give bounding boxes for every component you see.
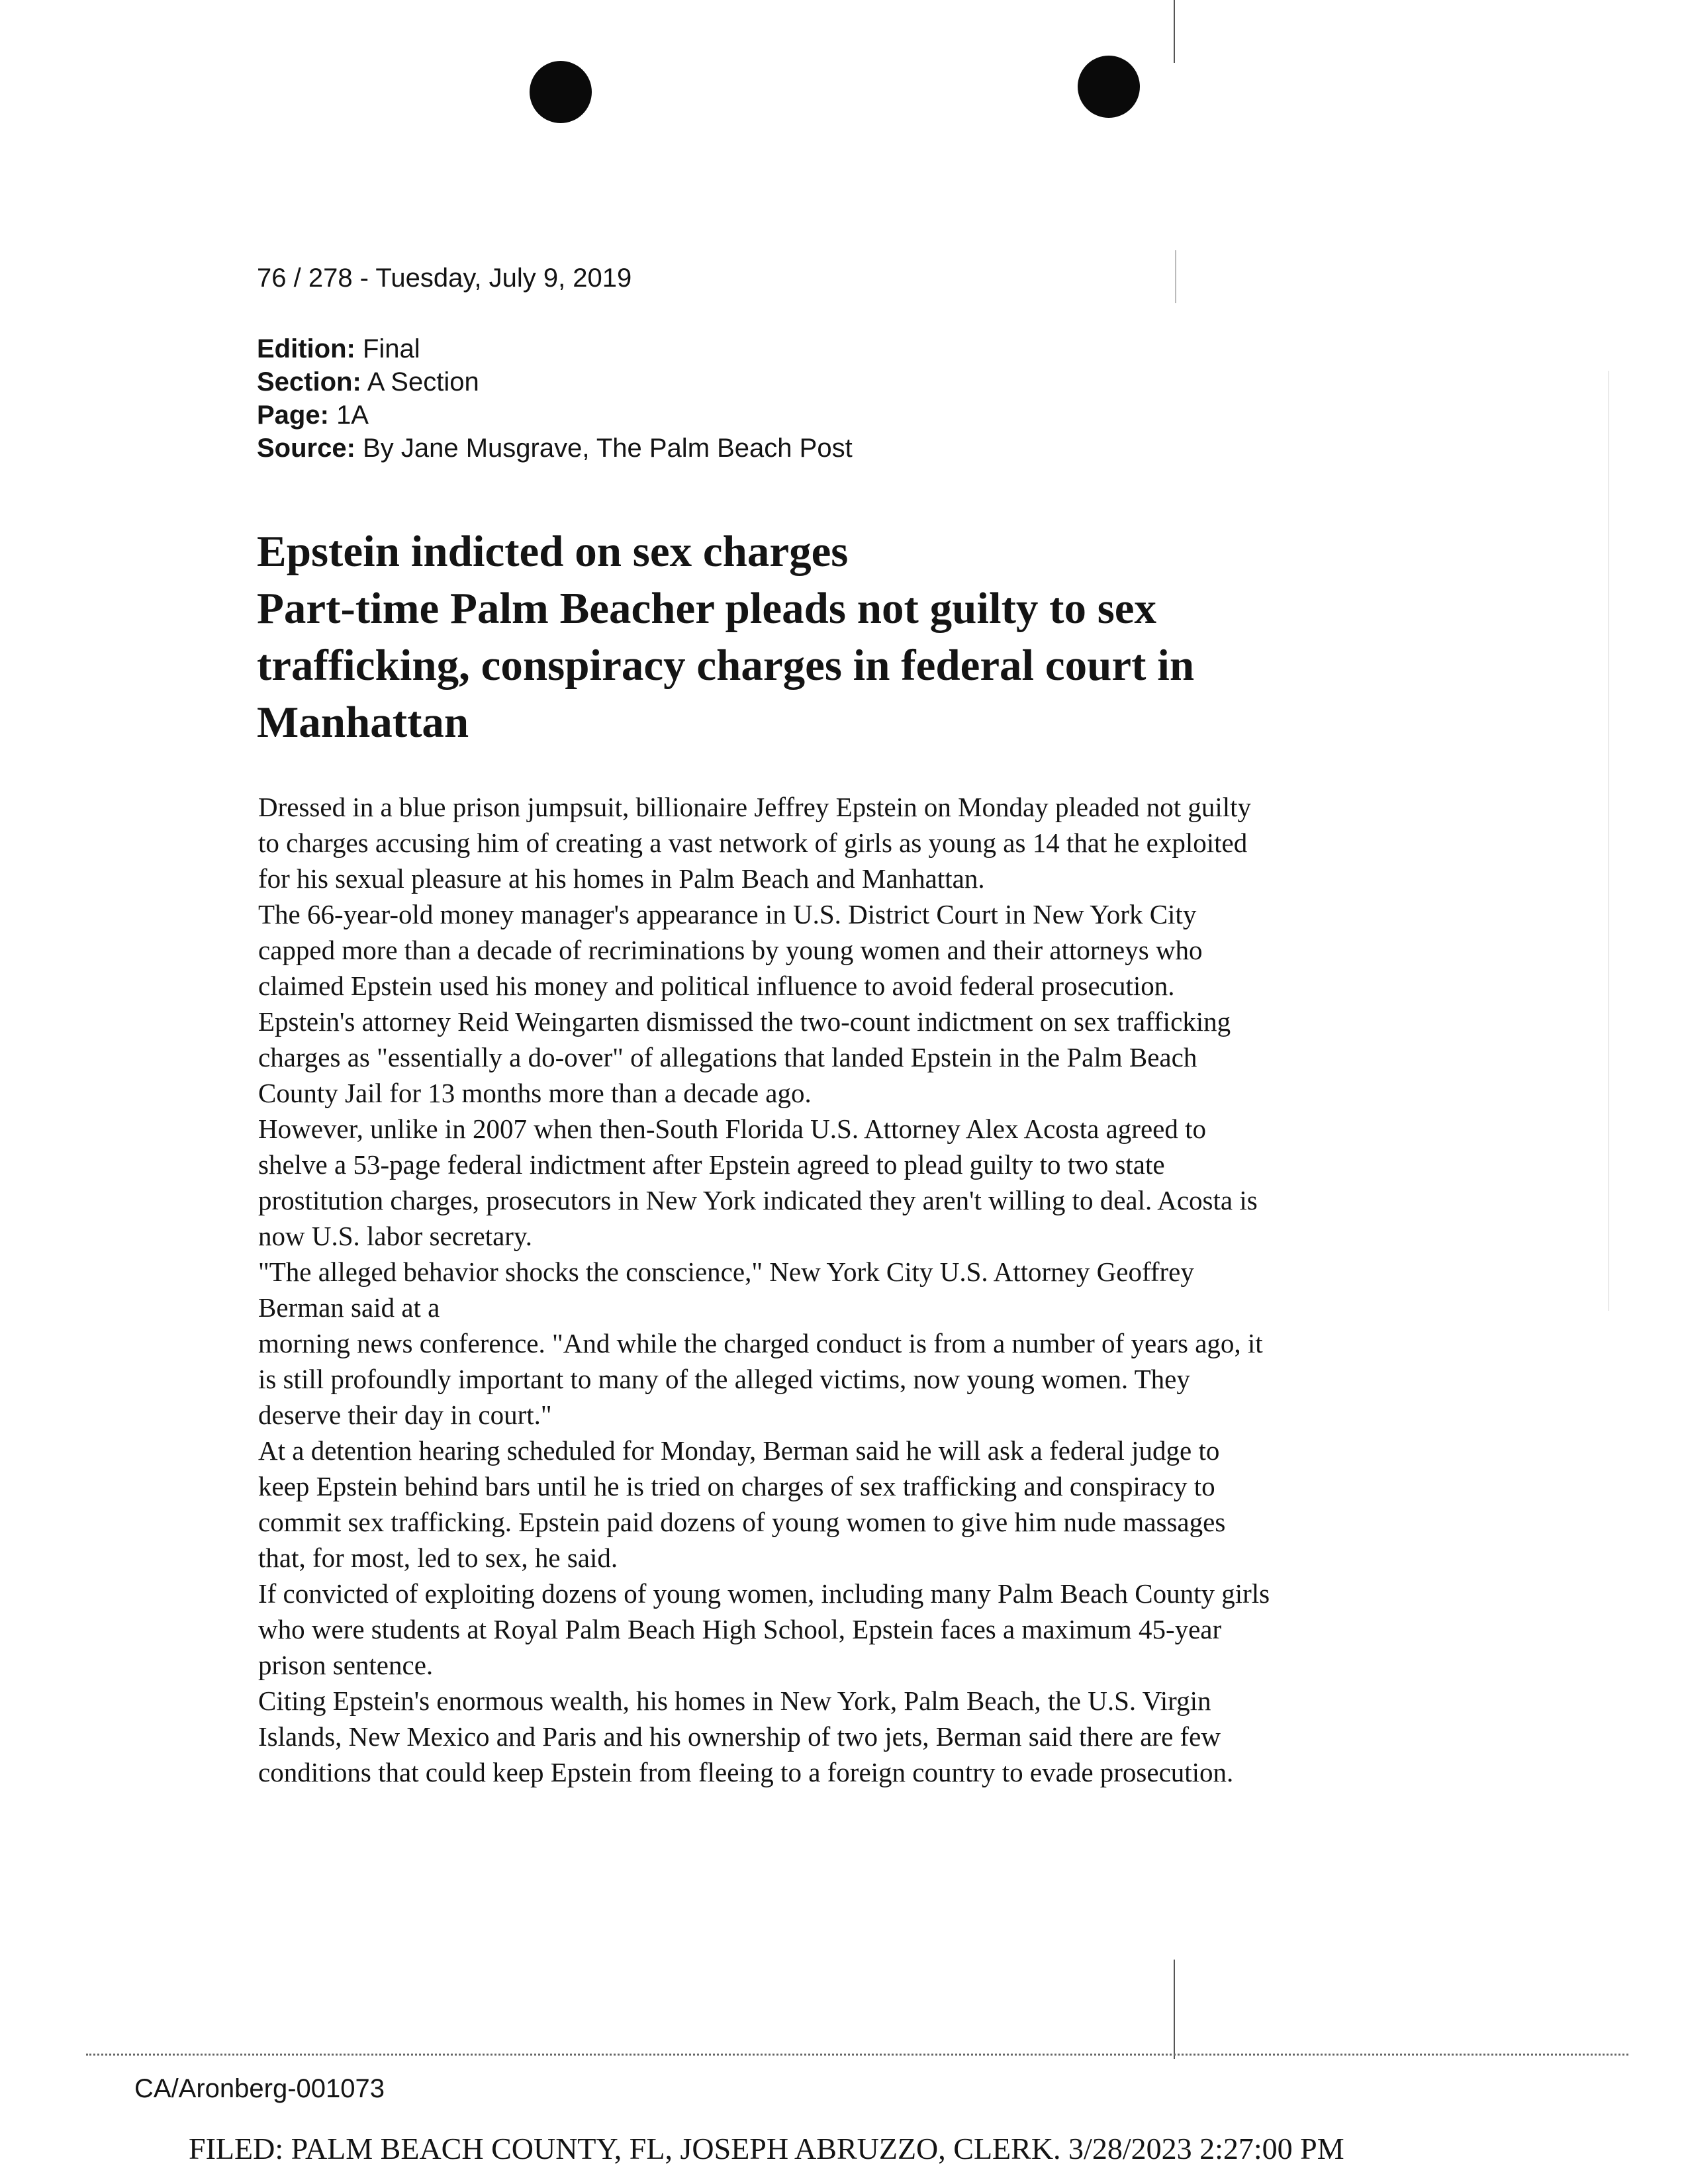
- scan-artifact-line: [1174, 0, 1175, 63]
- article-line: commit sex trafficking. Epstein paid dozens of young women to give him nude massages: [258, 1507, 1226, 1537]
- article-line: shelve a 53-page federal indictment after Epstein agreed to plead guilty to two state: [258, 1149, 1165, 1180]
- section-value: A Section: [367, 367, 479, 397]
- article-line: "The alleged behavior shocks the conscience," New York City U.S. Attorney Geoffrey: [258, 1257, 1194, 1287]
- article-line: Dressed in a blue prison jumpsuit, billionaire Jeffrey Epstein on Monday pleaded not guilty: [258, 792, 1252, 822]
- edition-row: [257, 332, 420, 365]
- article-line: charges as "essentially a do-over" of allegations that landed Epstein in the Palm Beach: [258, 1042, 1197, 1072]
- edition-value: Final: [362, 334, 420, 363]
- footer-dotted-rule: [86, 2054, 1628, 2056]
- scan-artifact-line: [1174, 1960, 1175, 2059]
- bates-number: CA/Aronberg-001073: [134, 2074, 385, 2103]
- article-line: keep Epstein behind bars until he is tried on charges of sex trafficking and conspiracy to: [258, 1471, 1215, 1501]
- article-line: If convicted of exploiting dozens of young women, including many Palm Beach County girls: [258, 1578, 1270, 1609]
- article-line: capped more than a decade of recriminations by young women and their attorneys who: [258, 935, 1203, 965]
- scan-artifact-line: [1175, 250, 1176, 303]
- article-line: morning news conference. "And while the charged conduct is from a number of years ago, it: [258, 1328, 1263, 1358]
- article-body: [258, 789, 1450, 1790]
- article-line: Islands, New Mexico and Paris and his ownership of two jets, Berman said there are few: [258, 1721, 1221, 1752]
- punch-hole-right: [1078, 56, 1140, 118]
- page-value: 1A: [336, 401, 369, 430]
- article-line: Citing Epstein's enormous wealth, his homes in New York, Palm Beach, the U.S. Virgin: [258, 1685, 1211, 1716]
- source-label: Source:: [257, 434, 355, 463]
- article-line: prison sentence.: [258, 1650, 434, 1680]
- article-line: County Jail for 13 months more than a decade ago.: [258, 1078, 812, 1108]
- section-row: [257, 365, 479, 399]
- headline-line: trafficking, conspiracy charges in federal court in: [257, 641, 1195, 690]
- article-line: conditions that could keep Epstein from fleeing to a foreign country to evade prosecution.: [258, 1757, 1234, 1787]
- headline-line: Part-time Palm Beacher pleads not guilty to sex: [257, 584, 1157, 633]
- article-line: now U.S. labor secretary.: [258, 1221, 533, 1251]
- article-line: At a detention hearing scheduled for Monday, Berman said he will ask a federal judge to: [258, 1435, 1220, 1466]
- headline-line: Manhattan: [257, 698, 469, 747]
- article-line: Berman said at a: [258, 1292, 440, 1323]
- article-line: that, for most, led to sex, he said.: [258, 1543, 618, 1573]
- article-line: prostitution charges, prosecutors in New York indicated they aren't willing to deal. Acosta is: [258, 1185, 1258, 1215]
- edition-label: Edition:: [257, 334, 355, 363]
- headline-line: Epstein indicted on sex charges: [257, 527, 849, 576]
- article-line: However, unlike in 2007 when then-South Florida U.S. Attorney Alex Acosta agreed to: [258, 1114, 1206, 1144]
- article-headline: [257, 523, 1422, 751]
- article-line: who were students at Royal Palm Beach High School, Epstein faces a maximum 45-year: [258, 1614, 1222, 1644]
- article-line: is still profoundly important to many of the alleged victims, now young women. They: [258, 1364, 1190, 1394]
- article-line: claimed Epstein used his money and political influence to avoid federal prosecution.: [258, 971, 1175, 1001]
- record-line: 76 / 278 - Tuesday, July 9, 2019: [257, 263, 632, 293]
- punch-hole-left: [530, 61, 592, 123]
- section-label: Section:: [257, 367, 361, 397]
- article-line: The 66-year-old money manager's appearance in U.S. District Court in New York City: [258, 899, 1197, 929]
- article-line: to charges accusing him of creating a vast network of girls as young as 14 that he exploited: [258, 828, 1248, 858]
- page-row: [257, 399, 369, 432]
- article-line: for his sexual pleasure at his homes in Palm Beach and Manhattan.: [258, 863, 985, 894]
- article-line: deserve their day in court.": [258, 1400, 552, 1430]
- filed-stamp: FILED: PALM BEACH COUNTY, FL, JOSEPH ABRUZZO, CLERK. 3/28/2023 2:27:00 PM: [189, 2132, 1344, 2165]
- page-label: Page:: [257, 401, 329, 430]
- article-line: Epstein's attorney Reid Weingarten dismissed the two-count indictment on sex trafficking: [258, 1006, 1231, 1037]
- source-value: By Jane Musgrave, The Palm Beach Post: [363, 434, 853, 463]
- source-row: [257, 432, 853, 465]
